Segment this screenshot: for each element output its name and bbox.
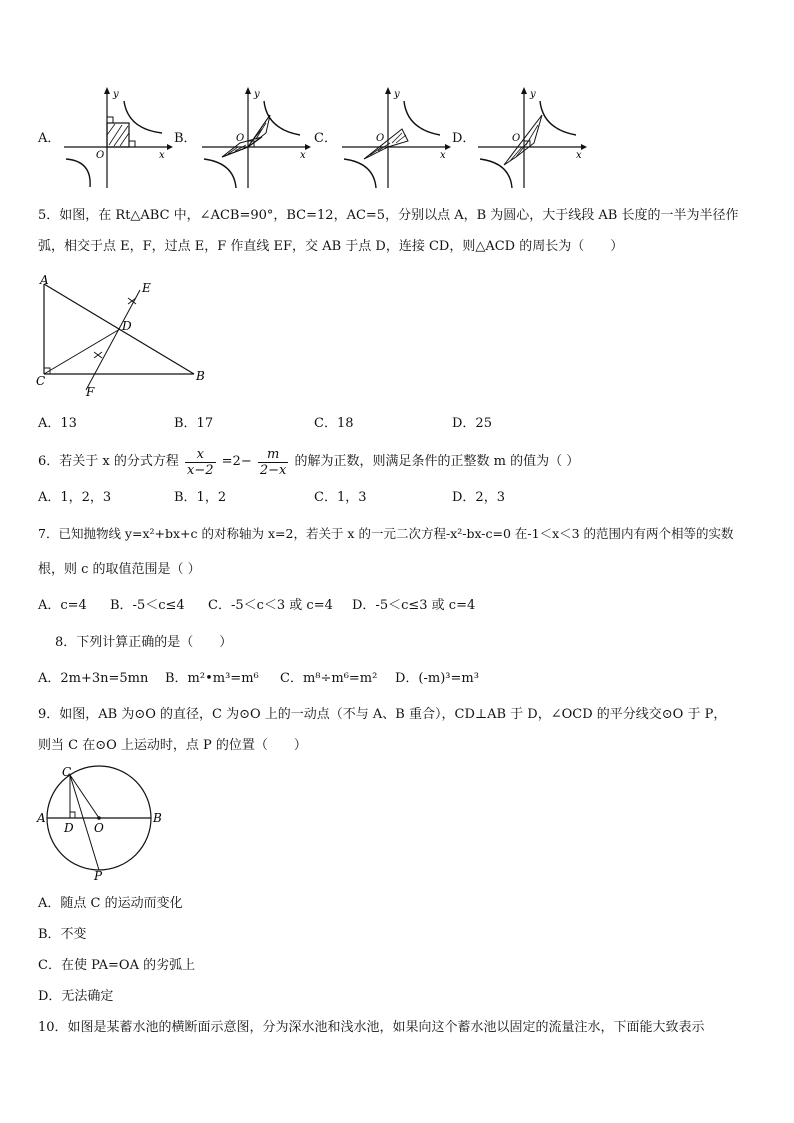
q9-label-o: O <box>94 821 104 835</box>
q4-option-a-label: A． <box>38 131 61 146</box>
q5-label-d: D <box>122 319 132 333</box>
q5-option-d: D．25 <box>452 416 492 431</box>
q4-option-b-label: B． <box>174 131 197 146</box>
q6-frac1-numerator: x <box>185 447 216 463</box>
q6-frac1-denominator: x−2 <box>187 462 214 478</box>
q6-option-a: A．1，2，3 <box>38 490 112 505</box>
q5-label-a: A <box>40 273 49 287</box>
q7-option-b: B．-5＜c≤4 <box>110 598 185 613</box>
q5-option-c: C．18 <box>314 416 354 431</box>
q9-option-a: A．随点 C 的运动而变化 <box>38 896 183 911</box>
q7-option-d: D．-5＜c≤3 或 c=4 <box>352 598 476 613</box>
q4-d-origin: O <box>512 133 521 144</box>
q9-label-b: B <box>153 811 162 825</box>
q8-option-c: C．m⁸÷m⁶=m² <box>280 671 378 686</box>
q8-option-d: D．(-m)³=m³ <box>395 671 479 686</box>
q10-line1: 10．如图是某蓄水池的横断面示意图，分为深水池和浅水池，如果向这个蓄水池以固定的流量注水，下面能大致表示 <box>38 1020 705 1035</box>
q4-option-c-label: C． <box>314 131 337 146</box>
q5-line2: 弧，相交于点 E，F，过点 E，F 作直线 EF，交 AB 于点 D，连接 CD，则△ACD 的周长为（ ） <box>38 239 624 254</box>
q4-graph-d <box>476 85 588 190</box>
q9-option-b: B．不变 <box>38 927 87 942</box>
q9-option-d: D．无法确定 <box>38 989 114 1004</box>
q4-a-yaxis: y <box>113 89 119 100</box>
q6-prefix: 6．若关于 x 的分式方程 <box>38 454 179 469</box>
q4-d-yaxis: y <box>530 89 536 100</box>
q5-figure <box>30 272 210 400</box>
q8-option-b: B．m²•m³=m⁶ <box>165 671 259 686</box>
q4-c-origin: O <box>376 133 385 144</box>
q5-label-f: F <box>86 385 95 399</box>
q6-option-d: D．2，3 <box>452 490 505 505</box>
q4-d-xaxis: x <box>576 150 582 161</box>
q4-option-d-label: D． <box>452 131 476 146</box>
q6-fraction-1 <box>185 447 216 478</box>
q6-suffix: 的解为正数，则满足条件的正整数 m 的值为（ ） <box>294 454 580 469</box>
q6-line1 <box>38 446 579 479</box>
q6-frac2-denominator: 2−x <box>259 462 287 478</box>
q7-line1: 7．已知抛物线 y=x²+bx+c 的对称轴为 x=2，若关于 x 的一元二次方程-x²-bx-c=0 在-1＜x＜3 的范围内有两个相等的实数 <box>38 526 734 541</box>
q6-option-c: C．1，3 <box>314 490 367 505</box>
q9-line1: 9．如图，AB 为⊙O 的直径，C 为⊙O 上的一动点（不与 A、B 重合），CD⊥AB 于 D，∠OCD 的平分线交⊙O 于 P， <box>38 707 727 722</box>
q9-label-a: A <box>37 811 46 825</box>
q5-option-a: A．13 <box>38 416 77 431</box>
q5-label-e: E <box>142 281 151 295</box>
q4-graph-b <box>200 85 312 190</box>
q9-label-c: C <box>62 765 72 779</box>
q6-fraction-2 <box>258 447 289 478</box>
q9-label-p: P <box>94 869 103 882</box>
q7-line2: 根，则 c 的取值范围是（ ） <box>38 562 201 577</box>
q4-a-origin: O <box>96 150 105 161</box>
q9-option-c: C．在使 PA=OA 的劣弧上 <box>38 958 196 973</box>
q4-b-origin: O <box>236 133 245 144</box>
q5-line1: 5．如图，在 Rt△ABC 中，∠ACB=90°，BC=12，AC=5，分别以点 A，B 为圆心，大于线段 AB 长度的一半为半径作 <box>38 208 739 223</box>
q6-option-b: B．1，2 <box>174 490 227 505</box>
q9-line2: 则当 C 在⊙O 上运动时，点 P 的位置（ ） <box>38 738 307 753</box>
q4-graph-c <box>340 85 452 190</box>
q4-c-yaxis: y <box>394 89 400 100</box>
q4-c-xaxis: x <box>440 150 446 161</box>
q7-option-a: A．c=4 <box>38 598 87 613</box>
q8-option-a: A．2m+3n=5mn <box>38 671 149 686</box>
q4-b-yaxis: y <box>254 89 260 100</box>
q6-frac2-numerator: m <box>258 447 289 463</box>
q4-a-xaxis: x <box>159 150 165 161</box>
q6-mid: =2− <box>221 454 252 469</box>
q9-figure <box>34 762 164 882</box>
q5-label-c: C <box>36 374 46 388</box>
q4-graph-a <box>62 85 174 190</box>
q9-label-d: D <box>64 821 74 835</box>
q5-label-b: B <box>196 369 205 383</box>
q8-line1: 8．下列计算正确的是（ ） <box>55 635 233 650</box>
q4-b-xaxis: x <box>300 150 306 161</box>
q5-option-b: B．17 <box>174 416 214 431</box>
q7-option-c: C．-5＜c＜3 或 c=4 <box>208 598 333 613</box>
